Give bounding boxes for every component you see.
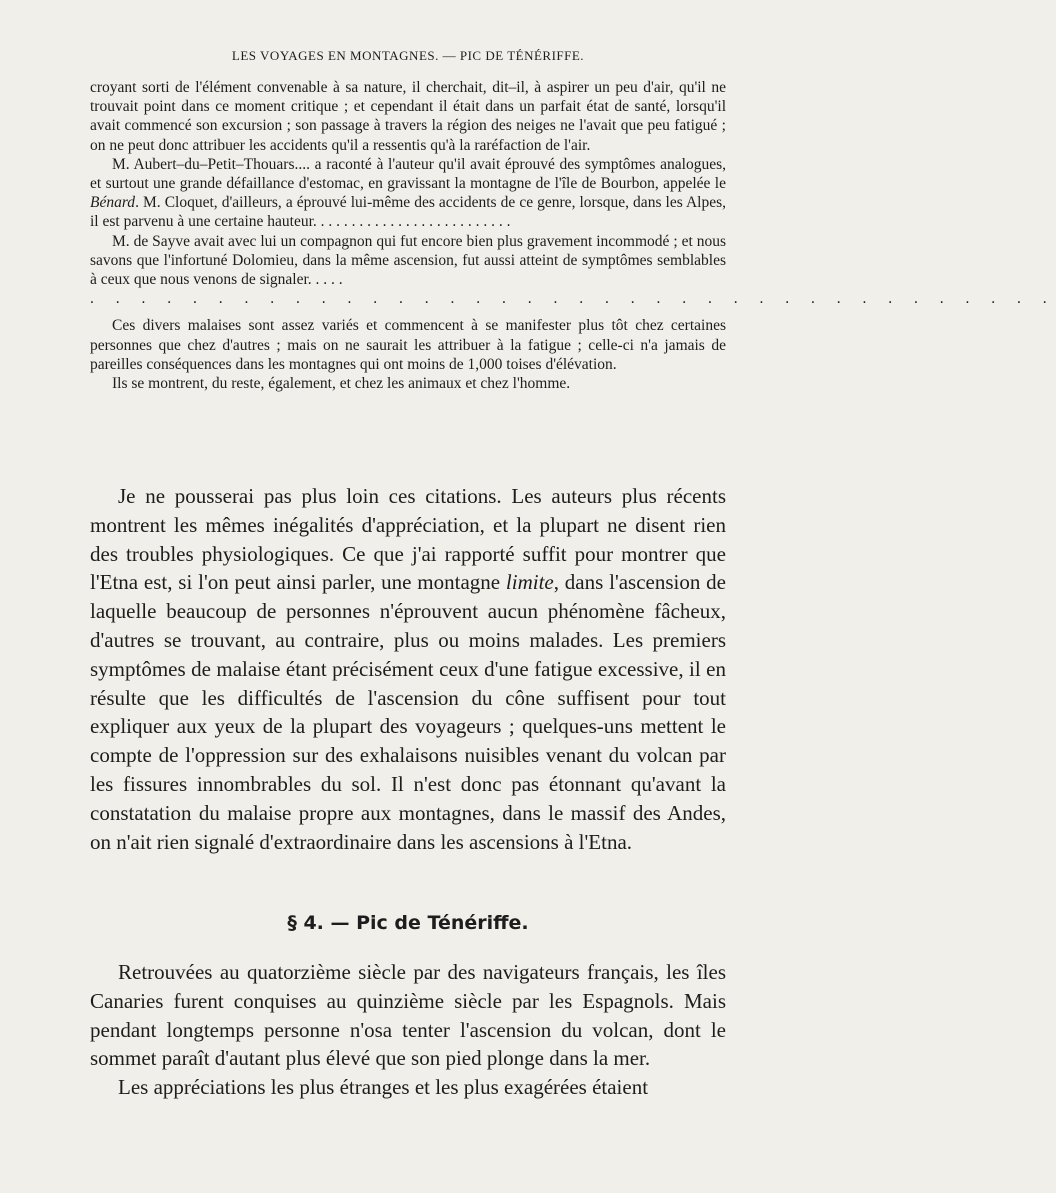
body-paragraph: [90, 482, 726, 856]
quote-italic: Bénard: [90, 194, 136, 212]
quoted-passage: [90, 78, 1056, 393]
quote-paragraph: [90, 155, 726, 232]
body-italic: limite: [505, 570, 554, 595]
section-heading: § 4. — Pic de Ténériffe.: [287, 912, 529, 934]
quote-paragraph: M. de Sayve avait avec lui un compagnon qui fut encore bien plus gravement incommodé ; et nous savons que l'infortuné Dolomieu, dans la même ascension, fut aussi atteint de symptômes semblables à ceux que nous venons de signaler. . . . .: [90, 232, 726, 289]
body-text: , dans l'ascension de laquelle beaucoup de personnes n'éprouvent aucun phénomène fâcheux, d'autres se trouvant, au contraire, plus ou moins malades. Les premiers symptômes de malaise étant précisément ceux d'une fatigue excessive, il en résulte que les difficultés de l'ascension du cône suffisent pour tout expliquer aux yeux de la plupart des voyageurs ; quelques-uns mettent le compte de l'oppression sur des exhalaisons nuisibles venant du volcan par les fissures innombrables du sol. Il n'est donc pas étonnant qu'avant la constatation du malaise propre aux montagnes, dans le massif des Andes, on n'ait rien signalé d'extraordinaire dans les ascensions à l'Etna.: [90, 570, 727, 854]
main-text: [90, 482, 726, 856]
body-paragraph: Retrouvées au quatorzième siècle par des navigateurs français, les îles Canaries furent conquises au quinzième siècle par les Espagnols. Mais pendant longtemps personne n'osa tenter l'ascension du volcan, dont le sommet paraît d'autant plus élevé que son pied plonge dans la mer.: [90, 960, 726, 1071]
quote-paragraph: Ces divers malaises sont assez variés et commencent à se manifester plus tôt chez certaines personnes que chez d'autres ; mais on ne saurait les attribuer à la fatigue ; celle-ci n'a jamais de pareilles conséquences dans les montagnes qui ont moins de 1,000 toises d'élévation.: [90, 317, 726, 373]
quote-text: . M. Cloquet, d'ailleurs, a éprouvé lui-même des accidents de ce genre, lorsque, dans les Alpes, il est parvenu à une certaine hauteur. . . . . . . . . . . . . . . . . . . . . . . . . .: [90, 194, 726, 231]
running-header: LES VOYAGES EN MONTAGNES. — PIC DE TÉNÉRIFFE.: [231, 48, 585, 63]
body-paragraph: Les appréciations les plus étranges et les plus exagérées étaient: [118, 1075, 649, 1100]
section-text: [90, 958, 726, 1102]
quote-text: M. Aubert–du–Petit–Thouars.... a raconté à l'auteur qu'il avait éprouvé des symptômes analogues, et surtout une grande défaillance d'estomac, en gravissant la montagne de l'île de Bourbon, appelée le: [90, 155, 726, 193]
body-text: Je ne pousserai pas plus loin ces citations. Les auteurs plus récents montrent les mêmes inégalités d'appréciation, et la plupart ne disent rien des troubles physiologiques. Ce que j'ai rapporté suffit pour montrer que l'Etna est, si l'on peut ainsi parler, une montagne: [90, 484, 726, 595]
spacer: [90, 308, 726, 316]
quote-paragraph: croyant sorti de l'élément convenable à sa nature, il cherchait, dit–il, à aspirer un peu d'air, qu'il ne trouvait point dans ce moment critique ; et cependant il était dans un parfait état de santé, lorsqu'il avait commencé son excursion ; son passage à travers la région des neiges ne l'avait que peu fatigué ; on ne peut donc attribuer les accidents qu'il a ressentis qu'à la raréfaction de l'air.: [90, 79, 726, 154]
quote-paragraph: Ils se montrent, du reste, également, et chez les animaux et chez l'homme.: [112, 375, 571, 393]
ellipsis-line: . . . . . . . . . . . . . . . . . . . . . . . . . . . . . . . . . . . . . .: [90, 290, 1056, 308]
